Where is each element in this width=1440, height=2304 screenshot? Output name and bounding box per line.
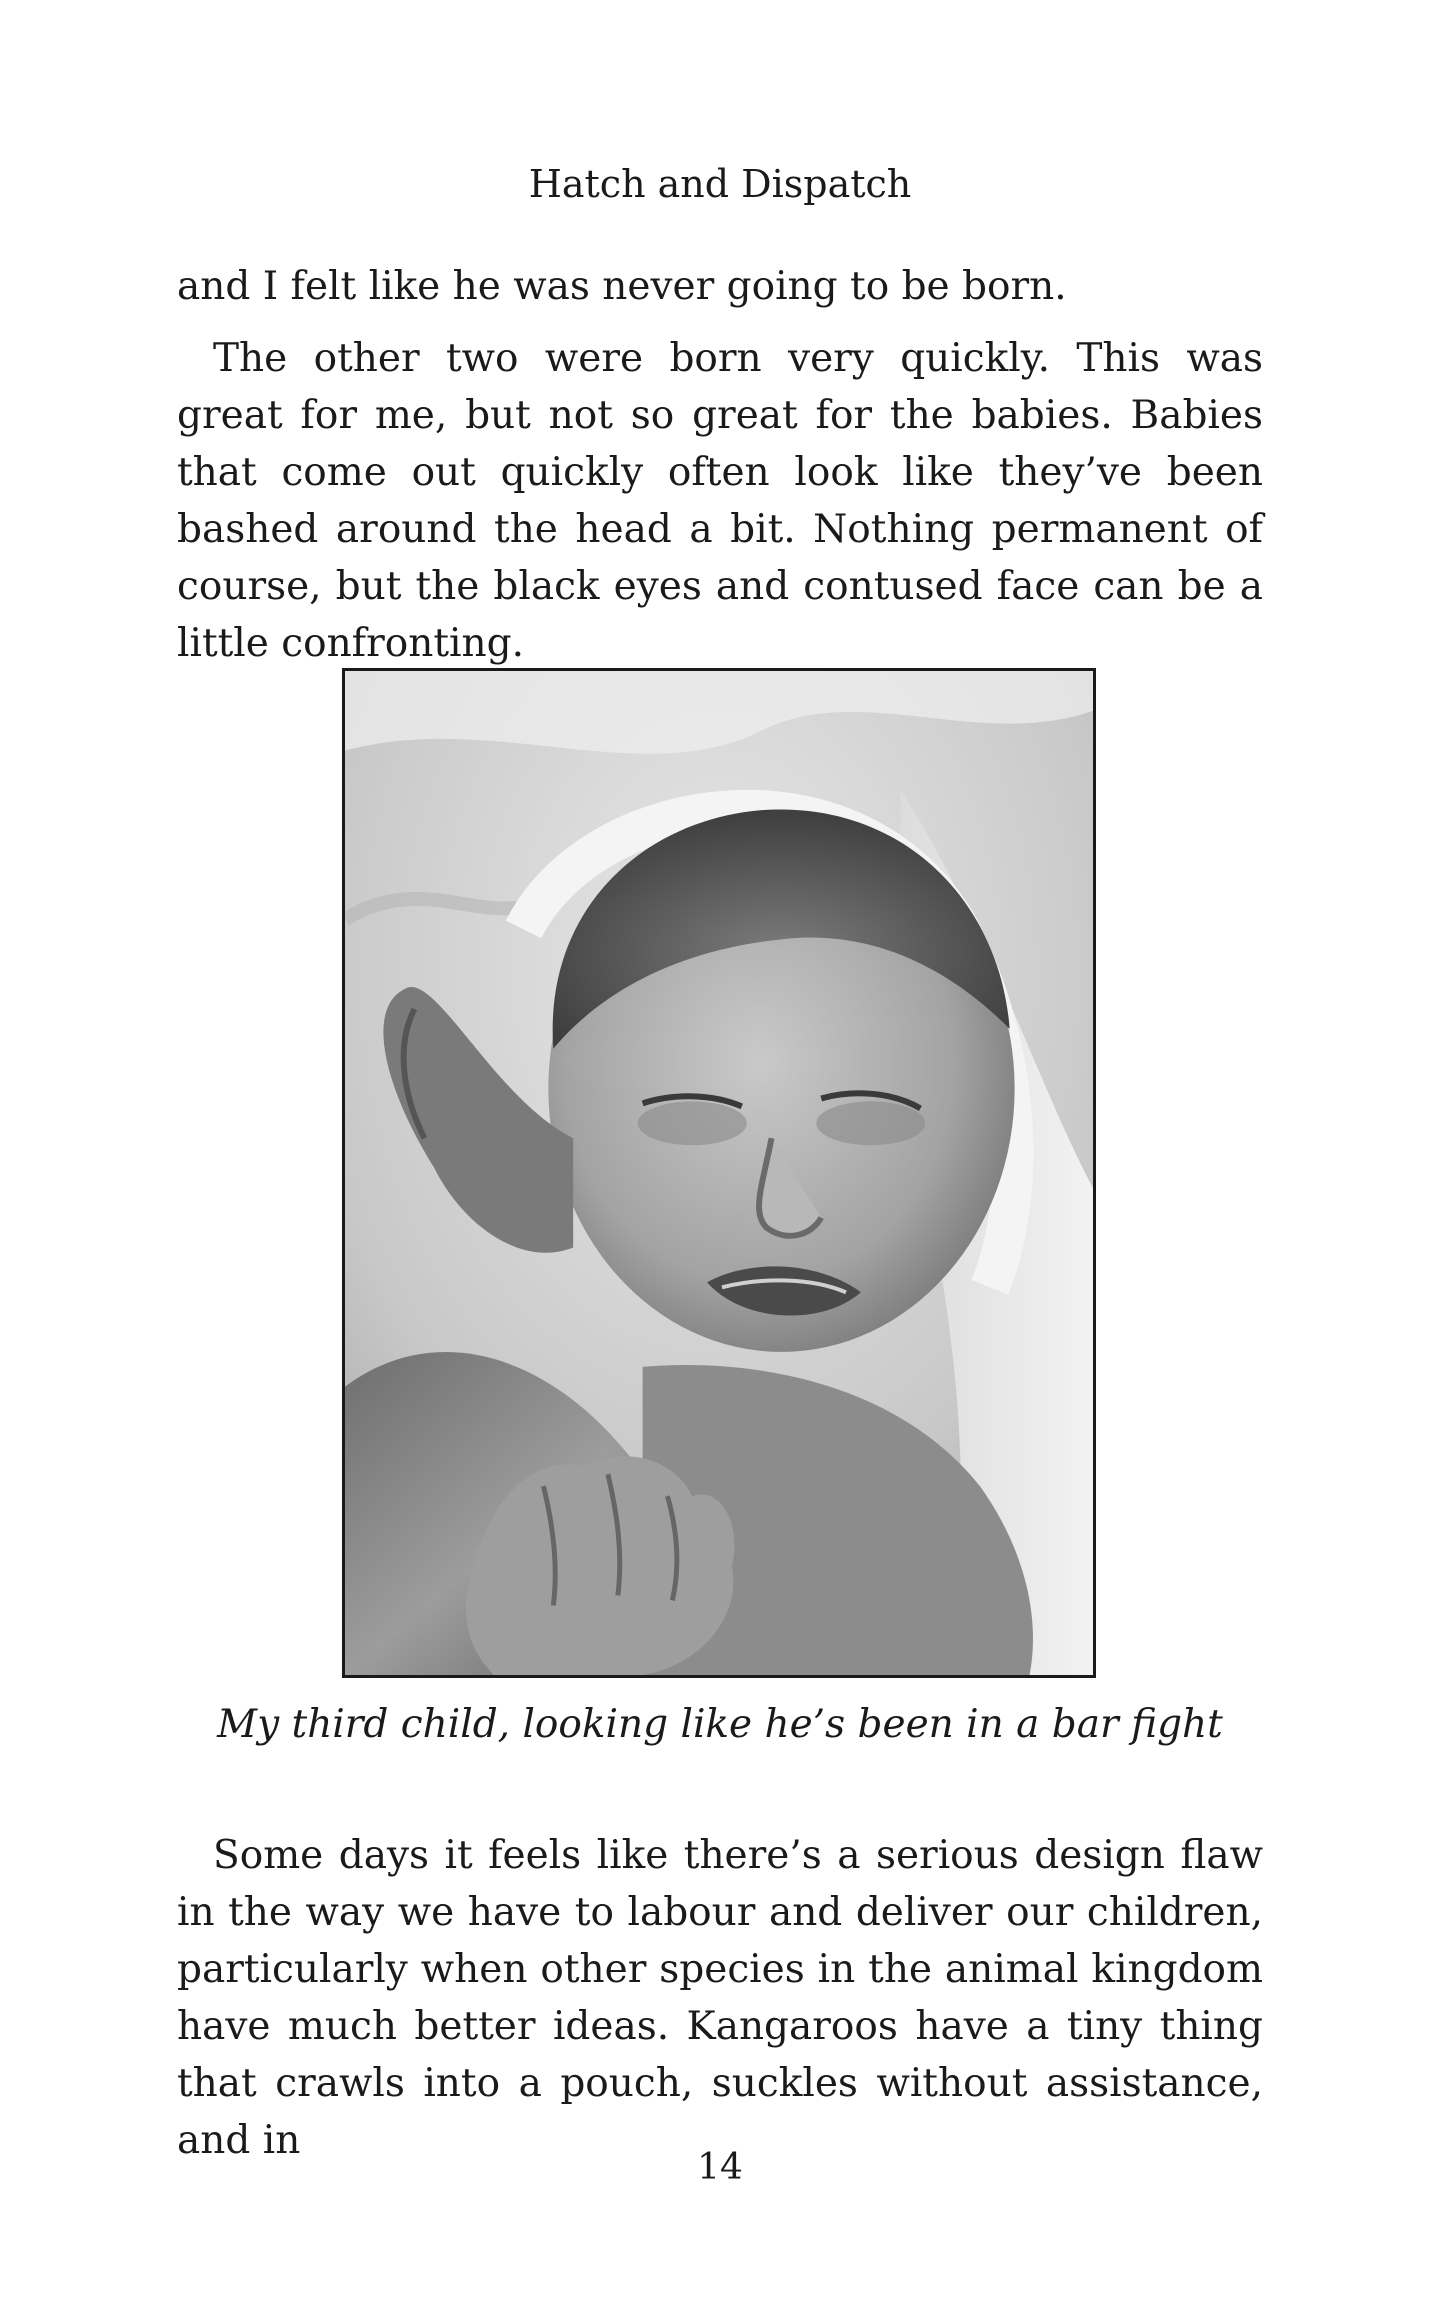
paragraph-text: and I felt like he was never going to be born. xyxy=(177,264,1067,309)
baby-photo-illustration xyxy=(345,671,1093,1675)
paragraph-continuation xyxy=(177,258,1263,315)
page-number: 14 xyxy=(697,2147,743,2188)
running-head: Hatch and Dispatch xyxy=(528,162,912,206)
baby-photo xyxy=(342,668,1096,1678)
photo-caption: My third child, looking like he’s been in a bar fight xyxy=(217,1702,1223,1747)
paragraph-1 xyxy=(177,330,1263,672)
paragraph-2 xyxy=(177,1827,1263,2169)
paragraph-text: Some days it feels like there’s a serious design flaw in the way we have to labour and deliver our children, particularly when other species in the animal kingdom have much better ideas. Kangaroos have a tiny thing that crawls into a pouch, suckles without assistance, and in xyxy=(177,1833,1263,2163)
paragraph-text: The other two were born very quickly. This was great for me, but not so great for the babies. Babies that come out quickly often look like they’ve been bashed around the head a bit. Nothing permanent of course, but the black eyes and contused face can be a little confronting. xyxy=(177,336,1263,666)
